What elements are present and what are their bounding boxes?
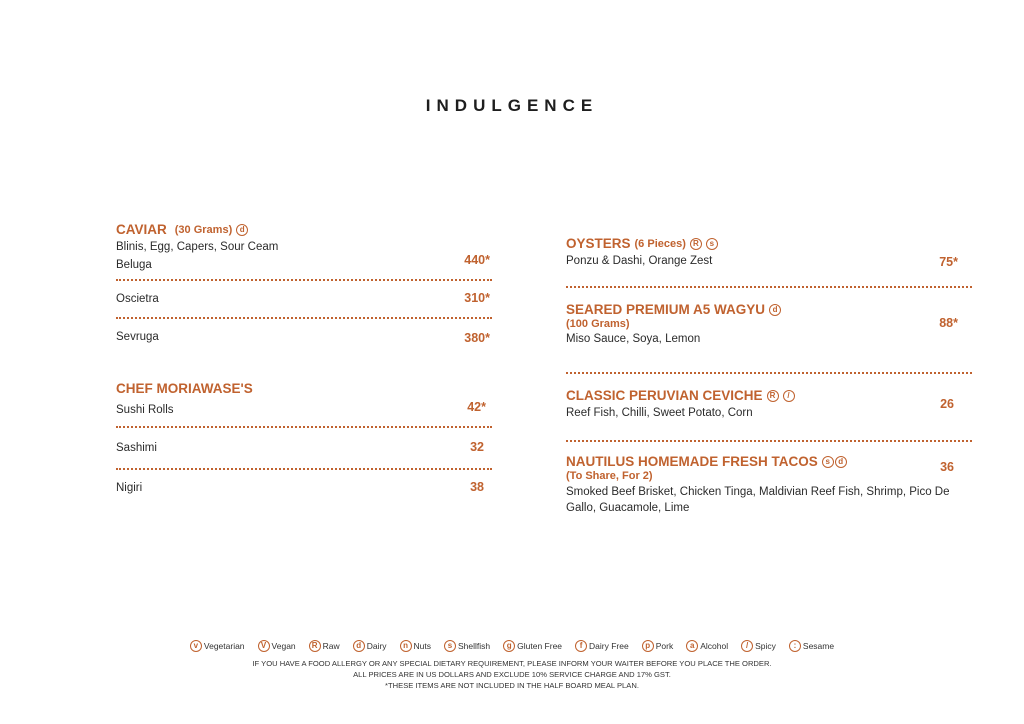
- raw-icon: R: [309, 640, 321, 652]
- gluten-free-icon: g: [503, 640, 515, 652]
- alcohol-icon: a: [686, 640, 698, 652]
- item-price: 38: [470, 480, 484, 494]
- chef-section-title: [116, 381, 492, 396]
- ceviche-name: CLASSIC PERUVIAN CEVICHE: [566, 388, 763, 403]
- vegan-icon: V: [258, 640, 270, 652]
- menu-row-sevruga: [116, 319, 492, 347]
- left-column: [116, 222, 492, 496]
- allergy-note: IF YOU HAVE A FOOD ALLERGY OR ANY SPECIAL DIETARY REQUIREMENT, PLEASE INFORM YOUR WAITER BEFORE YOU PLACE THE ORDER.: [252, 659, 772, 668]
- legend-vegetarian: v Vegetarian: [190, 640, 245, 652]
- shellfish-icon: s: [822, 456, 834, 468]
- caviar-section-title: [116, 222, 492, 237]
- tacos-name: NAUTILUS HOMEMADE FRESH TACOS: [566, 454, 818, 469]
- oysters-description: Ponzu & Dashi, Orange Zest: [566, 255, 713, 267]
- page-title: INDULGENCE: [425, 96, 599, 115]
- vegetarian-icon: v: [190, 640, 202, 652]
- legend-pork: p Pork: [642, 640, 673, 652]
- menu-entry-ceviche: [566, 374, 972, 442]
- dairy-icon: d: [236, 224, 248, 236]
- item-price: 42*: [467, 400, 486, 414]
- legend-shellfish: s Shellfish: [444, 640, 490, 652]
- oysters-qty: (6 Pieces): [634, 237, 686, 250]
- menu-row-oscietra: [116, 281, 492, 319]
- pork-icon: p: [642, 640, 654, 652]
- tacos-sub: (To Share, For 2): [566, 470, 653, 482]
- legend-sesame: : Sesame: [789, 640, 834, 652]
- caviar-qty: (30 Grams): [174, 223, 233, 236]
- meal-plan-note: *THESE ITEMS ARE NOT INCLUDED IN THE HALF BOARD MEAL PLAN.: [385, 681, 639, 690]
- wagyu-description: Miso Sauce, Soya, Lemon: [566, 333, 701, 345]
- legend-vegan: V Vegan: [258, 640, 296, 652]
- item-name: Sushi Rolls: [116, 404, 174, 416]
- menu-row-sushi-rolls: [116, 396, 492, 428]
- pricing-note: ALL PRICES ARE IN US DOLLARS AND EXCLUDE 10% SERVICE CHARGE AND 17% GST.: [353, 670, 671, 679]
- legend-alcohol: a Alcohol: [686, 640, 728, 652]
- caviar-name: CAVIAR: [116, 222, 167, 237]
- nuts-icon: n: [400, 640, 412, 652]
- menu-row-nigiri: [116, 470, 492, 496]
- dairy-icon: d: [835, 456, 847, 468]
- tacos-description: Smoked Beef Brisket, Chicken Tinga, Maldivian Reef Fish, Shrimp, Pico De Gallo, Guacamole, Lime: [566, 486, 950, 514]
- raw-icon: R: [690, 238, 702, 250]
- wagyu-sub: (100 Grams): [566, 318, 630, 330]
- legend-spicy: / Spicy: [741, 640, 776, 652]
- sesame-icon: :: [789, 640, 801, 652]
- spicy-icon: /: [741, 640, 753, 652]
- item-price: 32: [470, 440, 484, 454]
- shellfish-icon: s: [706, 238, 718, 250]
- legend-dairy: d Dairy: [353, 640, 387, 652]
- item-name: Nigiri: [116, 482, 143, 494]
- dairy-icon: d: [353, 640, 365, 652]
- legend-gluten-free: g Gluten Free: [503, 640, 562, 652]
- legend-raw: R Raw: [309, 640, 340, 652]
- legend-nuts: n Nuts: [400, 640, 431, 652]
- menu-row-sashimi: [116, 428, 492, 470]
- shellfish-icon: s: [444, 640, 456, 652]
- caviar-description: Blinis, Egg, Capers, Sour Ceam: [116, 241, 279, 253]
- chef-name: CHEF MORIAWASE'S: [116, 381, 253, 396]
- item-price: 310*: [464, 291, 490, 305]
- tacos-price: 36: [940, 460, 954, 474]
- legend-dairy-free: f Dairy Free: [575, 640, 629, 652]
- item-name: Sevruga: [116, 331, 159, 343]
- footer: [0, 640, 1024, 691]
- oysters-name: OYSTERS: [566, 236, 631, 251]
- item-name: Sashimi: [116, 442, 157, 454]
- wagyu-price: 88*: [939, 316, 958, 330]
- ceviche-price: 26: [940, 397, 954, 411]
- spicy-icon: /: [783, 390, 795, 402]
- ceviche-description: Reef Fish, Chilli, Sweet Potato, Corn: [566, 407, 753, 419]
- dairy-icon: d: [769, 304, 781, 316]
- menu-row-beluga: [116, 255, 492, 281]
- dietary-legend: [0, 640, 1024, 652]
- menu-entry-wagyu: [566, 288, 972, 374]
- item-price: 380*: [464, 331, 490, 345]
- right-column: [566, 236, 972, 516]
- oysters-price: 75*: [939, 255, 958, 269]
- raw-icon: R: [767, 390, 779, 402]
- menu-entry-oysters: [566, 236, 972, 288]
- wagyu-name: SEARED PREMIUM A5 WAGYU: [566, 302, 766, 317]
- item-price: 440*: [464, 253, 490, 267]
- item-name: Oscietra: [116, 293, 159, 305]
- dairy-free-icon: f: [575, 640, 587, 652]
- item-name: Beluga: [116, 259, 152, 271]
- menu-entry-tacos: [566, 442, 972, 516]
- footer-notes: [0, 658, 1024, 691]
